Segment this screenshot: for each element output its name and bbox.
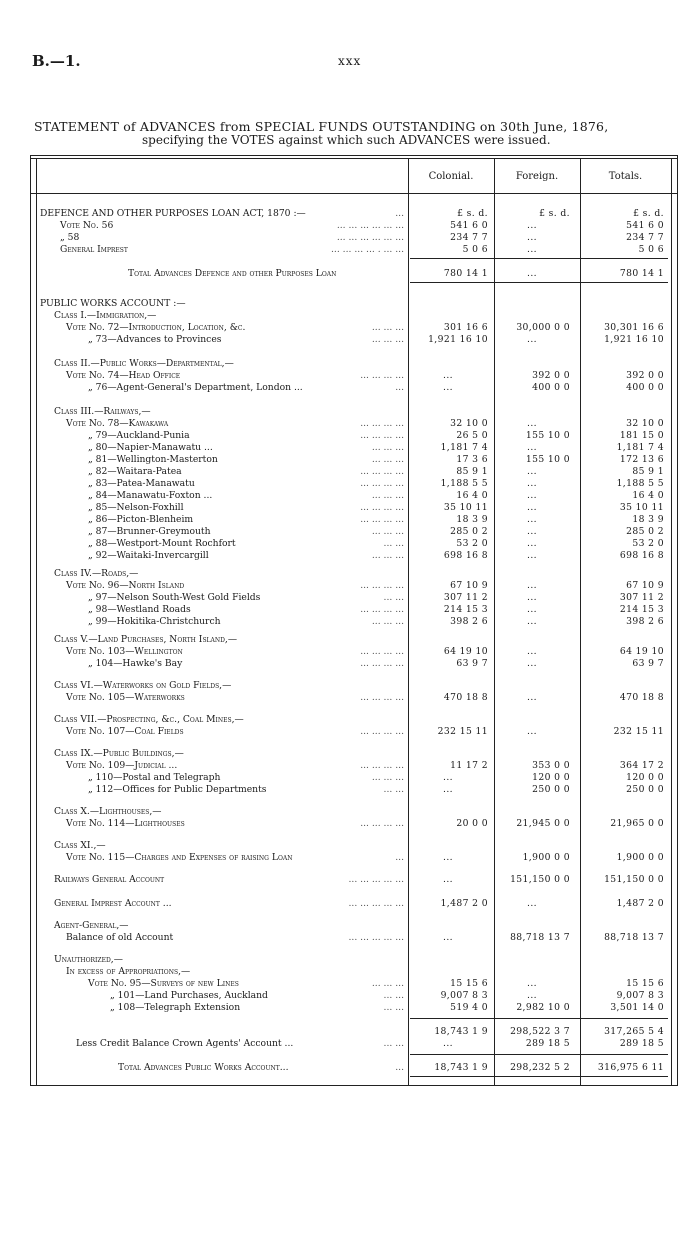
colonial-amount: 780 14 1	[443, 268, 488, 279]
leader-dots: ... ... ... ...	[360, 418, 404, 429]
row-label: Unauthorized,—	[54, 954, 123, 965]
total-amount: 151,150 0 0	[604, 874, 664, 885]
table-row	[0, 454, 700, 466]
table-row	[0, 220, 700, 232]
foreign-amount: 155 10 0	[525, 454, 570, 465]
row-label: Agent-General,—	[54, 920, 129, 931]
leader-dots: ... ... ... ...	[360, 430, 404, 441]
foreign-amount: ...	[527, 220, 537, 231]
row-label: „ 112—Offices for Public Departments	[88, 784, 267, 795]
total-amount: 214 15 3	[619, 604, 664, 615]
row-label: „ 99—Hokitika-Christchurch	[88, 616, 221, 627]
table-row	[0, 726, 700, 738]
colonial-amount: 307 11 2	[443, 592, 488, 603]
row-label: „ 73—Advances to Provinces	[88, 334, 222, 345]
table-row	[0, 680, 700, 692]
table-row	[0, 478, 700, 490]
total-amount: 1,900 0 0	[616, 852, 664, 863]
colonial-amount: 85 9 1	[456, 466, 488, 477]
total-amount: 120 0 0	[626, 772, 664, 783]
row-label: Class II.—Public Works—Departmental,—	[54, 358, 234, 369]
foreign-amount: ...	[527, 898, 537, 909]
foreign-amount: ...	[527, 580, 537, 591]
table-row	[0, 538, 700, 550]
foreign-amount: ...	[527, 692, 537, 703]
total-amount: 21,965 0 0	[610, 818, 664, 829]
table-row	[0, 502, 700, 514]
row-label: Balance of old Account	[66, 932, 174, 943]
row-label: Vote No. 107—Coal Fields	[66, 726, 184, 737]
row-label: „ 88—Westport-Mount Rochfort	[88, 538, 236, 549]
table-row	[0, 466, 700, 478]
leader-dots: ... ... ... ... . ... ...	[330, 244, 404, 255]
colonial-amount: 5 0 6	[462, 244, 488, 255]
total-amount: 307 11 2	[619, 592, 664, 603]
leader-dots: ... ... ...	[371, 334, 404, 345]
total-amount: 364 17 2	[619, 760, 664, 771]
total-amount: 64 19 10	[619, 646, 664, 657]
leader-dots: ... ... ... ...	[360, 726, 404, 737]
table-row	[0, 382, 700, 394]
colonial-amount: ...	[443, 784, 453, 795]
table-row	[0, 1026, 700, 1038]
document-reference: B.—1.	[32, 52, 81, 70]
leader-dots: ... ... ... ... ...	[348, 874, 404, 885]
leader-dots: ... ...	[383, 784, 404, 795]
colonial-amount: 63 9 7	[456, 658, 488, 669]
total-amount: 541 6 0	[626, 220, 664, 231]
foreign-amount: ...	[527, 646, 537, 657]
total-amount: 250 0 0	[626, 784, 664, 795]
column-header-foreign: Foreign.	[515, 171, 559, 182]
colonial-amount: 541 6 0	[450, 220, 488, 231]
table-row	[0, 784, 700, 796]
table-row	[0, 954, 700, 966]
table-row	[0, 232, 700, 244]
leader-dots: ... ... ...	[371, 454, 404, 465]
foreign-amount: ...	[527, 418, 537, 429]
total-amount: 3,501 14 0	[610, 1002, 664, 1013]
row-label: „ 58	[60, 232, 80, 243]
table-row	[0, 592, 700, 604]
foreign-amount: 289 18 5	[525, 1038, 570, 1049]
total-amount: 63 9 7	[632, 658, 664, 669]
foreign-amount: ...	[527, 502, 537, 513]
total-amount: 88,718 13 7	[604, 932, 664, 943]
table-row	[0, 406, 700, 418]
table-row	[0, 322, 700, 334]
colonial-amount: 1,181 7 4	[440, 442, 488, 453]
row-label: Class III.—Railways,—	[54, 406, 151, 417]
table-row	[0, 966, 700, 978]
colonial-amount: 234 7 7	[450, 232, 488, 243]
foreign-amount: 353 0 0	[532, 760, 570, 771]
row-label: Total Advances Defence and other Purposes Loan	[128, 268, 337, 279]
table-row	[0, 646, 700, 658]
foreign-amount: ...	[527, 990, 537, 1001]
foreign-amount: 298,232 5 2	[510, 1062, 570, 1073]
leader-dots: ... ... ...	[371, 490, 404, 501]
total-amount: 317,265 5 4	[604, 1026, 664, 1037]
foreign-amount: ...	[527, 616, 537, 627]
foreign-amount: ...	[527, 478, 537, 489]
colonial-amount: 32 10 0	[450, 418, 488, 429]
row-label: „ 84—Manawatu-Foxton ...	[88, 490, 213, 501]
foreign-amount: ...	[527, 526, 537, 537]
total-amount: 232 15 11	[613, 726, 664, 737]
subtotal-rule	[410, 258, 668, 259]
colonial-amount: 18 3 9	[456, 514, 488, 525]
table-row	[0, 514, 700, 526]
colonial-amount: 20 0 0	[456, 818, 488, 829]
foreign-amount: ...	[527, 514, 537, 525]
row-label: „ 97—Nelson South-West Gold Fields	[88, 592, 261, 603]
colonial-amount: 285 0 2	[450, 526, 488, 537]
total-amount: 181 15 0	[619, 430, 664, 441]
leader-dots: ... ...	[383, 990, 404, 1001]
colonial-amount: £ s. d.	[457, 208, 488, 219]
total-amount: 285 0 2	[626, 526, 664, 537]
table-row	[0, 298, 700, 310]
row-label: General Imprest	[60, 244, 128, 255]
colonial-amount: 470 18 8	[443, 692, 488, 703]
table-row	[0, 208, 700, 220]
table-row	[0, 430, 700, 442]
foreign-amount: ...	[527, 550, 537, 561]
row-label: „ 110—Postal and Telegraph	[88, 772, 221, 783]
table-row	[0, 772, 700, 784]
row-label: DEFENCE AND OTHER PURPOSES LOAN ACT, 1870 :—	[40, 208, 306, 219]
total-amount: 316,975 6 11	[597, 1062, 664, 1073]
table-row	[0, 806, 700, 818]
column-header-colonial: Colonial.	[428, 171, 474, 182]
leader-dots: ...	[395, 382, 404, 393]
row-label: Vote No. 78—Kawakawa	[66, 418, 169, 429]
total-amount: 32 10 0	[626, 418, 664, 429]
foreign-amount: 250 0 0	[532, 784, 570, 795]
table-row	[0, 852, 700, 864]
leader-dots: ... ... ... ...	[360, 478, 404, 489]
colonial-amount: 53 2 0	[456, 538, 488, 549]
foreign-amount: 21,945 0 0	[516, 818, 570, 829]
total-amount: 35 10 11	[619, 502, 664, 513]
total-amount: 398 2 6	[626, 616, 664, 627]
leader-dots: ... ... ...	[371, 322, 404, 333]
total-amount: £ s. d.	[633, 208, 664, 219]
row-label: Vote No. 105—Waterworks	[66, 692, 185, 703]
foreign-amount: ...	[527, 658, 537, 669]
row-label: „ 79—Auckland-Punia	[88, 430, 190, 441]
row-label: „ 81—Wellington-Masterton	[88, 454, 218, 465]
colonial-amount: 26 5 0	[456, 430, 488, 441]
total-amount: 30,301 16 6	[604, 322, 664, 333]
colonial-amount: 519 4 0	[450, 1002, 488, 1013]
foreign-amount: £ s. d.	[539, 208, 570, 219]
table-row	[0, 244, 700, 256]
table-row	[0, 1002, 700, 1014]
row-label: „ 76—Agent-General's Department, London ...	[88, 382, 303, 393]
table-row	[0, 748, 700, 760]
colonial-amount: 18,743 1 9	[434, 1026, 488, 1037]
table-row	[0, 490, 700, 502]
row-label: Vote No. 114—Lighthouses	[66, 818, 185, 829]
foreign-amount: ...	[527, 538, 537, 549]
foreign-amount: ...	[527, 232, 537, 243]
colonial-amount: 1,188 5 5	[440, 478, 488, 489]
total-amount: 1,188 5 5	[616, 478, 664, 489]
foreign-amount: 88,718 13 7	[510, 932, 570, 943]
foreign-amount: 120 0 0	[532, 772, 570, 783]
table-row	[0, 714, 700, 726]
leader-dots: ... ... ... ...	[360, 370, 404, 381]
table-row	[0, 310, 700, 322]
row-label: Railways General Account	[54, 874, 165, 885]
row-label: Vote No. 72—Introduction, Location, &c.	[66, 322, 246, 333]
leader-dots: ... ... ... ...	[360, 658, 404, 669]
total-amount: 1,921 16 10	[604, 334, 664, 345]
foreign-amount: ...	[527, 726, 537, 737]
leader-dots: ... ... ... ...	[360, 466, 404, 477]
leader-dots: ... ... ... ...	[360, 604, 404, 615]
subtotal-rule	[410, 282, 668, 283]
row-label: „ 104—Hawke's Bay	[88, 658, 183, 669]
row-label: Class VII.—Prospecting, &c., Coal Mines,—	[54, 714, 244, 725]
total-amount: 53 2 0	[632, 538, 664, 549]
colonial-amount: ...	[443, 370, 453, 381]
colonial-amount: 9,007 8 3	[440, 990, 488, 1001]
leader-dots: ... ... ... ... ...	[348, 898, 404, 909]
table-row	[0, 550, 700, 562]
total-amount: 15 15 6	[626, 978, 664, 989]
table-row	[0, 370, 700, 382]
table-row	[0, 1062, 700, 1074]
colonial-amount: ...	[443, 932, 453, 943]
row-label: Class IV.—Roads,—	[54, 568, 139, 579]
row-label: „ 108—Telegraph Extension	[110, 1002, 241, 1013]
leader-dots: ... ... ... ...	[360, 580, 404, 591]
foreign-amount: 298,522 3 7	[510, 1026, 570, 1037]
colonial-amount: 232 15 11	[437, 726, 488, 737]
total-amount: 16 4 0	[632, 490, 664, 501]
colonial-amount: 67 10 9	[450, 580, 488, 591]
table-row	[0, 526, 700, 538]
foreign-amount: ...	[527, 334, 537, 345]
row-label: Vote No. 74—Head Office	[66, 370, 181, 381]
leader-dots: ... ...	[383, 1038, 404, 1049]
total-amount: 172 13 6	[619, 454, 664, 465]
leader-dots: ... ... ... ... ...	[348, 932, 404, 943]
foreign-amount: 2,982 10 0	[516, 1002, 570, 1013]
total-amount: 18 3 9	[632, 514, 664, 525]
table-row	[0, 580, 700, 592]
total-amount: 392 0 0	[626, 370, 664, 381]
row-label: „ 98—Westland Roads	[88, 604, 191, 615]
foreign-amount: 30,000 0 0	[516, 322, 570, 333]
leader-dots: ... ... ...	[371, 978, 404, 989]
leader-dots: ... ... ...	[371, 526, 404, 537]
colonial-amount: 11 17 2	[450, 760, 488, 771]
colonial-amount: 16 4 0	[456, 490, 488, 501]
row-label: Vote No. 115—Charges and Expenses of raising Loan	[66, 852, 293, 863]
row-label: „ 80—Napier-Manawatu ...	[88, 442, 213, 453]
colonial-amount: ...	[443, 852, 453, 863]
table-row	[0, 658, 700, 670]
row-label: Vote No. 103—Wellington	[66, 646, 183, 657]
row-label: „ 83—Patea-Manawatu	[88, 478, 195, 489]
row-label: Class X.—Lighthouses,—	[54, 806, 162, 817]
subtotal-rule	[410, 1018, 668, 1019]
row-label: Class I.—Immigration,—	[54, 310, 157, 321]
row-label: Class IX.—Public Buildings,—	[54, 748, 184, 759]
colonial-amount: 64 19 10	[443, 646, 488, 657]
leader-dots: ... ... ... ...	[360, 502, 404, 513]
colonial-amount: 398 2 6	[450, 616, 488, 627]
leader-dots: ... ...	[383, 1002, 404, 1013]
table-row	[0, 920, 700, 932]
leader-dots: ... ... ...	[371, 550, 404, 561]
row-label: „ 92—Waitaki-Invercargill	[88, 550, 209, 561]
row-label: „ 82—Waitara-Patea	[88, 466, 182, 477]
colonial-amount: 698 16 8	[443, 550, 488, 561]
subtotal-rule	[410, 1076, 668, 1077]
colonial-amount: 1,921 16 10	[428, 334, 488, 345]
total-amount: 1,181 7 4	[616, 442, 664, 453]
row-label: Vote No. 96—North Island	[66, 580, 185, 591]
total-amount: 5 0 6	[638, 244, 664, 255]
table-row	[0, 840, 700, 852]
table-row	[0, 634, 700, 646]
foreign-amount: ...	[527, 490, 537, 501]
colonial-amount: ...	[443, 874, 453, 885]
colonial-amount: 1,487 2 0	[440, 898, 488, 909]
leader-dots: ... ... ... ... ... ...	[336, 232, 404, 243]
leader-dots: ... ... ...	[371, 616, 404, 627]
leader-dots: ... ... ... ...	[360, 514, 404, 525]
leader-dots: ... ... ... ...	[360, 692, 404, 703]
table-row	[0, 692, 700, 704]
table-row	[0, 990, 700, 1002]
leader-dots: ...	[395, 1062, 404, 1073]
row-label: In excess of Appropriations,—	[66, 966, 191, 977]
leader-dots: ...	[395, 852, 404, 863]
colonial-amount: 214 15 3	[443, 604, 488, 615]
foreign-amount: 151,150 0 0	[510, 874, 570, 885]
colonial-amount: ...	[443, 382, 453, 393]
total-amount: 85 9 1	[632, 466, 664, 477]
leader-dots: ... ... ...	[371, 772, 404, 783]
total-amount: 9,007 8 3	[616, 990, 664, 1001]
leader-dots: ...	[395, 208, 404, 219]
foreign-amount: 400 0 0	[532, 382, 570, 393]
table-row	[0, 818, 700, 830]
table-top-rule	[30, 155, 678, 156]
total-amount: 67 10 9	[626, 580, 664, 591]
row-label: „ 87—Brunner-Greymouth	[88, 526, 211, 537]
foreign-amount: ...	[527, 604, 537, 615]
total-amount: 470 18 8	[619, 692, 664, 703]
row-label: Class VI.—Waterworks on Gold Fields,—	[54, 680, 232, 691]
table-row	[0, 334, 700, 346]
foreign-amount: ...	[527, 466, 537, 477]
subtotal-rule	[410, 1054, 668, 1055]
foreign-amount: ...	[527, 592, 537, 603]
foreign-amount: ...	[527, 442, 537, 453]
leader-dots: ... ... ... ...	[360, 760, 404, 771]
row-label: General Imprest Account ...	[54, 898, 172, 909]
row-label: Class XI.,—	[54, 840, 106, 851]
total-amount: 698 16 8	[619, 550, 664, 561]
table-row	[0, 932, 700, 944]
column-header-totals: Totals.	[608, 171, 643, 182]
table-row	[0, 442, 700, 454]
table-row	[0, 604, 700, 616]
colonial-amount: 18,743 1 9	[434, 1062, 488, 1073]
colonial-amount: 301 16 6	[443, 322, 488, 333]
row-label: Vote No. 56	[60, 220, 114, 231]
table-row	[0, 268, 700, 280]
table-row	[0, 898, 700, 910]
total-amount: 289 18 5	[619, 1038, 664, 1049]
row-label: Class V.—Land Purchases, North Island,—	[54, 634, 238, 645]
leader-dots: ... ... ... ...	[360, 646, 404, 657]
row-label: Less Credit Balance Crown Agents' Account ...	[76, 1038, 294, 1049]
row-label: „ 101—Land Purchases, Auckland	[110, 990, 268, 1001]
table-row	[0, 418, 700, 430]
table-row	[0, 760, 700, 772]
leader-dots: ... ... ...	[371, 442, 404, 453]
foreign-amount: ...	[527, 978, 537, 989]
row-label: Total Advances Public Works Account...	[118, 1062, 289, 1073]
foreign-amount: 1,900 0 0	[522, 852, 570, 863]
table-row	[0, 1038, 700, 1050]
colonial-amount: ...	[443, 1038, 453, 1049]
foreign-amount: ...	[527, 244, 537, 255]
total-amount: 1,487 2 0	[616, 898, 664, 909]
statement-title: STATEMENT of ADVANCES from SPECIAL FUNDS OUTSTANDING on 30th June, 1876,	[34, 119, 609, 134]
foreign-amount: 155 10 0	[525, 430, 570, 441]
page-number: xxx	[338, 54, 362, 68]
row-label: Vote No. 109—Judicial ...	[66, 760, 178, 771]
table-row	[0, 358, 700, 370]
row-label: „ 85—Nelson-Foxhill	[88, 502, 184, 513]
total-amount: 400 0 0	[626, 382, 664, 393]
row-label: PUBLIC WORKS ACCOUNT :—	[40, 298, 186, 309]
statement-subtitle: specifying the VOTES against which such ADVANCES were issued.	[142, 133, 551, 147]
colonial-amount: 15 15 6	[450, 978, 488, 989]
colonial-amount: 35 10 11	[443, 502, 488, 513]
leader-dots: ... ... ... ...	[360, 818, 404, 829]
row-label: Vote No. 95—Surveys of new Lines	[88, 978, 239, 989]
table-row	[0, 874, 700, 886]
total-amount: 234 7 7	[626, 232, 664, 243]
foreign-amount: 392 0 0	[532, 370, 570, 381]
leader-dots: ... ...	[383, 592, 404, 603]
colonial-amount: ...	[443, 772, 453, 783]
table-row	[0, 616, 700, 628]
leader-dots: ... ... ... ... ... ...	[336, 220, 404, 231]
colonial-amount: 17 3 6	[456, 454, 488, 465]
foreign-amount: ...	[527, 268, 537, 279]
table-row	[0, 568, 700, 580]
total-amount: 780 14 1	[619, 268, 664, 279]
leader-dots: ... ...	[383, 538, 404, 549]
table-row	[0, 978, 700, 990]
row-label: „ 86—Picton-Blenheim	[88, 514, 194, 525]
